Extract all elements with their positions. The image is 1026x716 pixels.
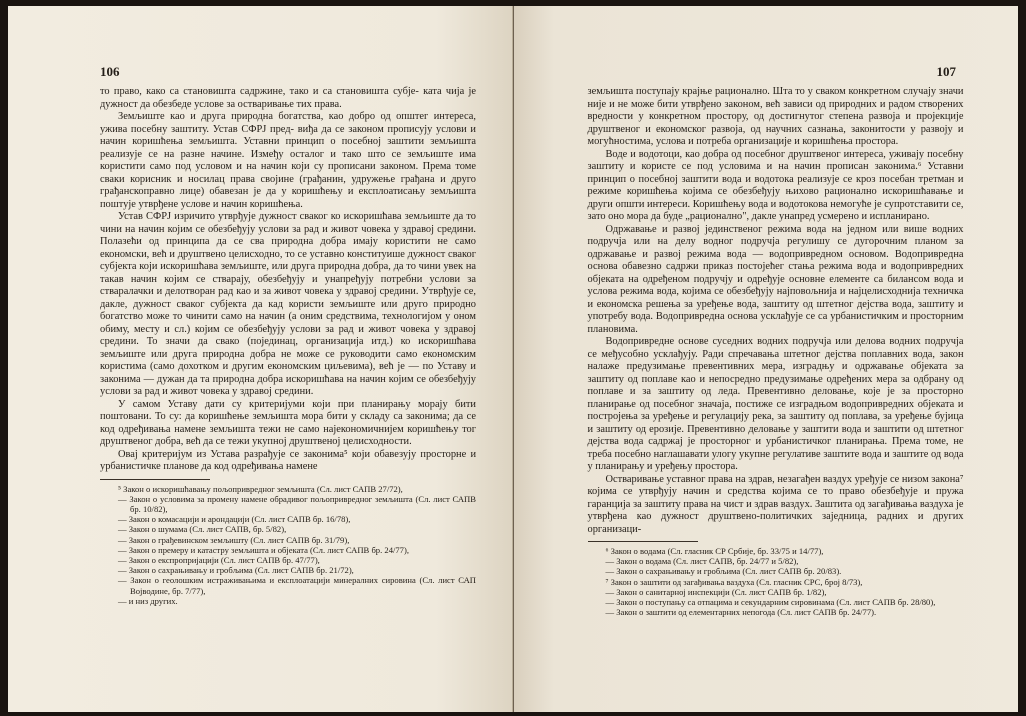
footnote-line: — Закон о водама (Сл. лист САПВ, бр. 24/77 и 5/82), (605, 556, 799, 567)
left-paragraph-2: Земљиште као и друга природна богатства, као добро од општег интереса, ужива посебну заштиту. Устав СФРЈ пред- виђа да се законом прописују услови и начин коришћења земљишта. Уставни принцип о посебној заштити земљишта реализује се на разне начине. Између осталог и тако што се земљиште има користити само под условом и на начин који су прописани законом. Према томе сваки корисник и носилац права својине (грађанин, удружење грађана и друго грађанскоправно лице) обавезан је да у коришћењу и експлоатисању земљишта поштује утврђене услове и начин коришћења. (100, 111, 476, 210)
footnote-line: — Закон о условима за промену намене обрадивог пољопривредног земљишта (Сл. лист САПВ бр. 10/82), (118, 493, 476, 514)
book-spread (8, 6, 1018, 712)
right-paragraph-1: земљишта поступају крајње рационално. Шта то у сваком конкретном случају значи није и не може бити утврђено законом, већ зависи од природних и радом створених вредности у конкретном простору, од достигнутог степена развоја и пројекције друштвеног и економског развоја, од научних сазнања, законитости у развоју и могућностима, услова и потреба организације и коришћења простора. (587, 86, 964, 147)
footnote-line: — Закон о експропријацији (Сл. лист САПВ бр. 47/77), (118, 554, 320, 565)
footnote-line: — Закон о комасацији и арондацији (Сл. лист САПВ бр. 16/78), (118, 514, 351, 525)
footnote-divider-right (588, 541, 698, 542)
right-paragraph-2: Воде и водотоци, као добра од посебног друштвеног интереса, уживају посебну заштиту и користе се под условима и на начин прописан законима.⁶ Уставни принцип о посебној заштити вода и водотока реализује се кроз посебан третман и режиме коришћења којима се обезбеђују њихово рационално искоришћавање и други општи интереси. Коришћењу вода и водотокова немогуће је супротставити се, зато оно мора да буде „рационално", дакле унапред усмерено и испланирано. (587, 148, 964, 222)
footnote-line: — Закон о поступању са отпацима и секундарним сировинама (Сл. лист САПВ бр. 28/80), (605, 597, 936, 608)
left-body-text (100, 86, 476, 606)
page-number-right: 107 (936, 64, 956, 79)
footnote-line: — Закон о заштити од елементарних непогода (Сл. лист САПВ бр. 24/77). (605, 607, 877, 618)
footnote-7: ⁷ Закон о заштити од загађивања ваздуха (Сл. гласник СРС, број 8/73), (605, 576, 863, 587)
left-page (8, 6, 513, 712)
left-paragraph-4: У самом Уставу дати су критеријуми који при планирању морају бити поштовани. То су: да коришћење земљишта мора бити у складу са законима; да се код одређивања намене земљишта тежи не само најекономичнијем коришћењу тог друштвеног добра, већ да се тежи укупној друштвеној целисходности. (100, 398, 476, 447)
footnote-line: — Закон о шумама (Сл. лист САПВ, бр. 5/82), (118, 524, 287, 535)
footnote-6: ⁶ Закон о водама (Сл. гласник СР Србије, бр. 33/75 и 14/77), (605, 546, 824, 556)
right-footnotes (588, 546, 964, 617)
right-body-text (588, 86, 964, 617)
footnote-line: — Закон о сахрањивању и гробљима (Сл. лист САПВ бр. 21/72), (118, 565, 354, 576)
left-paragraph-3: Устав СФРЈ изричито утврђује дужност сваког ко искоришћава земљиште да то чини на начин којим се обезбеђују услови за рад и живот човека у здравој средини. Полазећи од принципа да се сва природна добра имају користити не само економски, већ и друштвено целисходно, то се уставно конституише дужност сваког субјекта који искоришћава земљиште, или друга природна добра, да то чини увек на такав начин којим се стварају, обезбеђују и унапређују потребни услови за стваралачки и делотворан рад као и за живот човека у здравој средини. Утврђује се, дакле, дужност сваког субјекта да кад користи земљиште или друго природно богатство може то чинити само на начин (а оним средствима, технологијом у оном обиму, месту и сл.) којим се обезбеђују услови за рад и живот човека у здравој средини. То значи да свако (појединац, организација итд.) ко искоришћава земљиште или друга природна добра не може се руководити само економским користима (само дохотком и другим економским циљевима), већ је — по Уставу и законима — дужан да та природна добра искоришћава на начин којим се обезбеђују услови за рад и живот човека у здравој средини. (100, 211, 476, 397)
left-footnotes (100, 484, 476, 606)
footnote-line: — Закон о геолошким истраживањима и експлоатацији минералних сировина (Сл. лист САП Војводине, бр. 7/77), (118, 575, 476, 596)
footnote-line: — и низ других. (118, 595, 178, 606)
footnote-5: ⁵ Закон о искоришћавању пољопривредног земљишта (Сл. лист САПВ 27/72), (118, 483, 403, 494)
footnote-line: — Закон о премеру и катастру земљишта и објеката (Сл. лист САПВ бр. 24/77), (118, 544, 409, 555)
footnote-divider-left (100, 479, 210, 480)
right-paragraph-4: Водопривредне основе суседних водних подручја или делова водних подручја се међусобно усклађују. Ради спречавања штетног дејства поплавних вода, закон налаже предузимање превентивних мера, изградњу и одржавање објеката за заштиту од поплаве као и непосредно предузимање одређених мера за одбрану од поплаве и за заштиту од леда. Превентивно деловање, које је за просторно планирање од посебног значаја, постиже се изградњом водопривредних објеката и постројења за уређење и регулацију река, за заштиту од поплава, за уређење бујица и заштиту од ерозије. Превентивно деловање у заштити вода и заштити од штетног дејства вода садржај је просторног и урбанистичког планирања. Према томе, не треба посебно наглашавати улогу укупне регулативе заштите вода и заштите од вода у планирању и уређењу простора. (587, 336, 964, 472)
left-paragraph-1: то право, како са становишта садржине, тако и са становишта субје- ката чија је дужност да обезбеде услове за остваривање тих права. (100, 86, 476, 110)
page-number-left: 106 (100, 64, 120, 79)
right-paragraph-3: Одржавање и развој јединственог режима вода на једном или више водних подручја или на делу водног подручја регулишу се дугорочним планом за одржавање и развој режима вода — водопривредном основом. Водопривредна основа обавезно садржи приказ постојећег стања режима вода и водопривредних објеката на одређеном подручју и одређује основне елементе са билансом вода и услова режима вода, којима се обезбеђују најповољнија и најцелисходнија техничка и економска решења за уређење вода, заштиту од штетног дејства вода, заштиту и употребу вода. Водопривредна основа усклађује се са урбанистичким и просторним плановима. (587, 223, 964, 335)
footnote-line: — Закон о грађевинском земљишту (Сл. лист САПВ бр. 31/79), (118, 534, 350, 545)
left-paragraph-5: Овај критеријум из Устава разрађује се законима⁵ који обавезују просторне и урбанистичке планове да код одређивања намене (100, 448, 476, 472)
footnote-line: — Закон о сахрањивању и гробљима (Сл. лист САПВ бр. 20/83). (605, 566, 842, 577)
right-page (514, 6, 1019, 712)
footnote-line: — Закон о санитарној инспекцији (Сл. лист САПВ бр. 1/82), (605, 586, 827, 597)
right-paragraph-5: Остваривање уставног права на здрав, незагађен ваздух уређује се низом закона⁷ којима се утврђују начин и средства којима се то право обезбеђује и пружа гаранција за заштиту права на чист и здрав ваздух. Заштита од загађивања ваздуха је утврђена као дужност друштвено-политичких заједница, радних и других организаци- (587, 473, 964, 535)
